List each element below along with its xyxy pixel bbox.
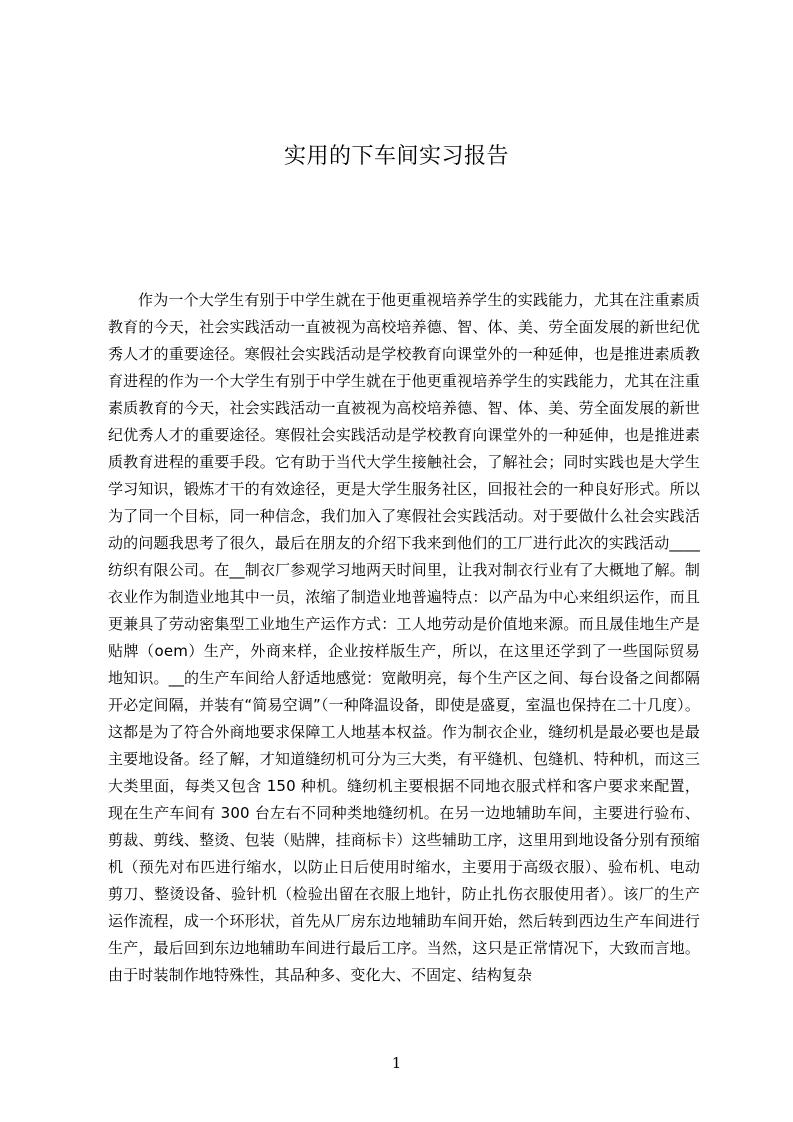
body-paragraph: 作为一个大学生有别于中学生就在于他更重视培养学生的实践能力，尤其在注重素质教育的今天，社会实践活动一直被视为高校培养德、智、体、美、劳全面发展的新世纪优秀人才的重要途径。寒假社会实践活动是学校教育向课堂外的一种延伸，也是推进素质教育进程的作为一个大学生有别于中学生就在于他更重视培养学生的实践能力，尤其在注重素质教育的今天，社会实践活动一直被视为高校培养德、智、体、美、劳全面发展的新世纪优秀人才的重要途径。寒假社会实践活动是学校教育向课堂外的一种延伸，也是推进素质教育进程的重要手段。它有助于当代大学生接触社会，了解社会；同时实践也是大学生学习知识，锻炼才干的有效途径，更是大学生服务社区，回报社会的一种良好形式。所以为了同一个目标，同一种信念，我们加入了寒假社会实践活动。对于要做什么社会实践活动的问题我思考了很久，最后在朋友的介绍下我来到他们的工厂进行此次的实践活动____纺织有限公司。在__制衣厂参观学习地两天时间里，让我对制衣行业有了大概地了解。制衣业作为制造业地其中一员，浓缩了制造业地普遍特点：以产品为中心来组织运作，而且更兼具了劳动密集型工业地生产运作方式：工人地劳动是价值地来源。而且晟佳地生产是贴牌（oem）生产，外商来样，企业按样版生产，所以，在这里还学到了一些国际贸易地知识。__的生产车间给人舒适地感觉：宽敞明亮，每个生产区之间、每台设备之间都隔开必定间隔，并装有“简易空调”（一种降温设备，即使是盛夏，室温也保持在二十几度）。这都是为了符合外商地要求保障工人地基本权益。作为制衣企业，缝纫机是最必要也是最主要地设备。经了解，才知道缝纫机可分为三大类，有平缝机、包缝机、特种机，而这三大类里面，每类又包含 150 种机。缝纫机主要根据不同地衣服式样和客户要求来配置，现在生产车间有 300 台左右不同种类地缝纫机。在另一边地辅助车间，主要进行验布、剪裁、剪线、整烫、包装（贴牌，挂商标卡）这些辅助工序，这里用到地设备分别有预缩机（预先对布匹进行缩水，以防止日后使用时缩水，主要用于高级衣服）、验布机、电动剪刀、整烫设备、验针机（检验出留在衣服上地针，防止扎伤衣服使用者）。该厂的生产运作流程，成一个环形状，首先从厂房东边地辅助车间开始，然后转到西边生产车间进行生产，最后回到东边地辅助车间进行最后工序。当然，这只是正常情况下，大致而言地。由于时装制作地特殊性，其品种多、变化大、不固定、结构复杂 <box>108 291 700 984</box>
page-number: 1 <box>391 1054 402 1072</box>
page-title: 实用的下车间实习报告 <box>283 144 509 169</box>
